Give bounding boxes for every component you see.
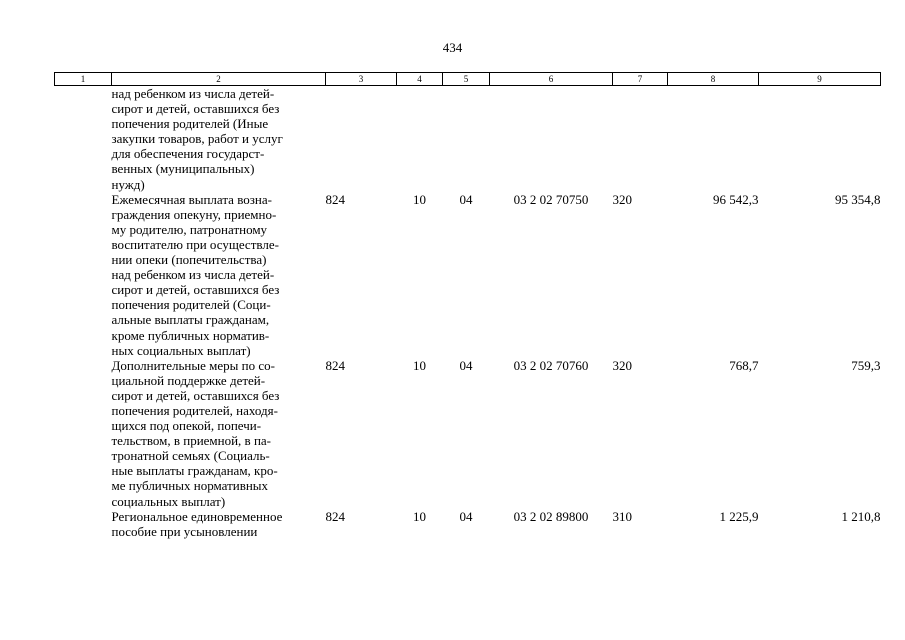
expense-type-code-cell: 310 — [612, 508, 632, 524]
amount-year-2-cell: 95 354,8 — [835, 191, 881, 207]
description-cell — [112, 358, 326, 509]
description-line: ных социальных выплат) — [111, 342, 251, 358]
amount-year-2-cell: 759,3 — [851, 357, 881, 373]
description-line: му родителю, патронатному — [111, 221, 268, 237]
description-line: воспитателю при осуществле- — [111, 236, 279, 252]
description-line: сирот и детей, оставшихся без — [111, 101, 280, 117]
column-header-3: 3 — [326, 73, 397, 86]
description-line: попечения родителей (Иные — [111, 116, 269, 132]
column-header-5: 5 — [443, 73, 490, 86]
amount-year-1-cell — [668, 86, 759, 192]
target-article-code-cell: 03 2 02 70750 — [513, 191, 589, 207]
target-article-code-cell: 03 2 02 89800 — [513, 508, 589, 524]
description-line: Ежемесячная выплата возна- — [111, 191, 272, 207]
description-line: ме публичных нормативных — [111, 478, 269, 494]
column-header-7: 7 — [613, 73, 668, 86]
table-row — [55, 358, 881, 509]
row-number-cell — [55, 509, 112, 539]
description-line: венных (муниципальных) — [111, 161, 255, 177]
description-line: Региональное единовременное — [111, 508, 283, 524]
row-number-cell — [55, 86, 112, 192]
amount-year-1-cell: 768,7 — [729, 357, 759, 373]
column-header-2: 2 — [112, 73, 326, 86]
table-body — [55, 86, 881, 539]
section-code-cell: 10 — [413, 357, 426, 373]
table-row — [55, 509, 881, 539]
amount-year-1-cell: 96 542,3 — [713, 191, 759, 207]
table-row — [55, 192, 881, 358]
amount-year-1-cell: 1 225,9 — [719, 508, 759, 524]
description-line: сирот и детей, оставшихся без — [111, 387, 280, 403]
description-line: закупки товаров, работ и услуг — [111, 131, 283, 147]
department-code-cell: 824 — [325, 357, 345, 373]
description-line: пособие при усыновлении — [111, 523, 258, 539]
section-code-cell: 10 — [413, 508, 426, 524]
subsection-code-cell: 04 — [459, 508, 473, 524]
section-code-cell: 10 — [413, 191, 426, 207]
subsection-code-cell: 04 — [459, 191, 473, 207]
description-line: щихся под опекой, попечи- — [111, 418, 262, 434]
description-line: граждения опекуну, приемно- — [111, 206, 277, 222]
description-line: Дополнительные меры по со- — [111, 357, 275, 373]
row-number-cell — [55, 358, 112, 509]
target-article-code-cell — [490, 86, 613, 192]
description-line: попечения родителей (Соци- — [111, 297, 271, 313]
description-line: социальных выплат) — [111, 493, 226, 509]
subsection-code-cell — [443, 86, 490, 192]
department-code-cell: 824 — [325, 508, 345, 524]
column-header-8: 8 — [668, 73, 759, 86]
amount-year-2-cell — [759, 86, 881, 192]
description-line: циальной поддержке детей- — [111, 372, 266, 388]
department-code-cell — [326, 86, 397, 192]
description-line: над ребенком из числа детей- — [111, 267, 275, 283]
description-line: альные выплаты гражданам, — [111, 312, 270, 328]
description-line: тельством, в приемной, в па- — [111, 433, 272, 449]
description-cell — [112, 86, 326, 192]
target-article-code-cell: 03 2 02 70760 — [513, 357, 589, 373]
page-number: 434 — [442, 40, 463, 55]
expense-type-code-cell: 320 — [612, 357, 632, 373]
column-header-6: 6 — [490, 73, 613, 86]
section-code-cell — [397, 86, 443, 192]
description-line: сирот и детей, оставшихся без — [111, 282, 280, 298]
column-header-9: 9 — [759, 73, 881, 86]
description-line: для обеспечения государст- — [111, 146, 265, 162]
description-line: нии опеки (попечительства) — [111, 252, 267, 268]
description-line: тронатной семьях (Социаль- — [111, 448, 270, 464]
description-line: нужд) — [111, 176, 145, 192]
column-header-4: 4 — [397, 73, 443, 86]
description-line: над ребенком из числа детей- — [111, 86, 275, 101]
department-code-cell: 824 — [325, 191, 345, 207]
expense-type-code-cell: 320 — [612, 191, 632, 207]
budget-table — [54, 72, 881, 539]
table-row — [55, 86, 881, 192]
description-line: ные выплаты гражданам, кро- — [111, 463, 278, 479]
row-number-cell — [55, 192, 112, 358]
column-number-header-row — [55, 73, 881, 86]
subsection-code-cell: 04 — [459, 357, 473, 373]
description-line: попечения родителей, находя- — [111, 402, 278, 418]
column-header-1: 1 — [55, 73, 112, 86]
expense-type-code-cell — [613, 86, 668, 192]
description-cell — [112, 509, 326, 539]
description-line: кроме публичных норматив- — [111, 327, 270, 343]
amount-year-2-cell: 1 210,8 — [841, 508, 881, 524]
description-cell — [112, 192, 326, 358]
